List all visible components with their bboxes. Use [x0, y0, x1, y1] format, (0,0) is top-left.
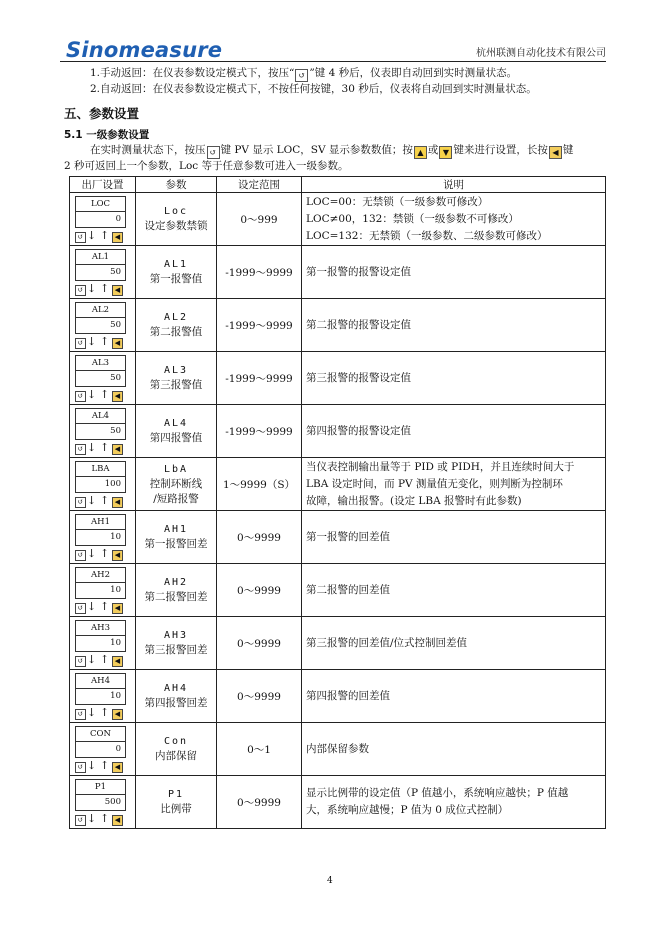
description-cell	[302, 299, 606, 352]
lcd-display	[75, 726, 126, 758]
lcd-display	[75, 196, 126, 228]
parameter-cell	[136, 617, 217, 670]
parameter-cell	[136, 299, 217, 352]
arrow-down-icon: ↓	[87, 759, 97, 772]
description-line: 第三报警的回差值/位式控制回差值	[306, 636, 468, 649]
parameter-code: AH2	[163, 577, 189, 588]
lcd-display	[75, 408, 126, 440]
description-cell	[302, 458, 606, 511]
return-key-icon: ↺	[75, 444, 86, 455]
factory-display-cell	[70, 723, 136, 776]
pv-display: LBA	[76, 463, 125, 477]
parameter-name: 第三报警回差	[144, 644, 208, 656]
left-key-icon: ◀	[112, 656, 123, 667]
description-line: 第一报警的回差值	[306, 530, 390, 543]
description-line: 故障，输出报警。(设定 LBA 报警时有此参数)	[306, 494, 522, 507]
return-key-icon: ↺	[75, 391, 86, 402]
left-key-icon: ◀	[112, 497, 123, 508]
key-sequence	[74, 336, 130, 350]
range-cell: 0～9999	[217, 776, 302, 829]
key-sequence	[74, 707, 130, 721]
parameter-code: P1	[167, 789, 185, 800]
arrow-up-icon: ↑	[100, 494, 110, 507]
intro-line-1: 1.手动返回：在仪表参数设定模式下，按压“ ↺ ”键 4 秒后，仪表即自动回到实时测量状态。	[90, 67, 518, 80]
parameter-cell	[136, 723, 217, 776]
subsection-title: 5.1 一级参数设置	[64, 129, 150, 141]
arrow-up-icon: ↑	[100, 229, 110, 242]
parameter-code: AL3	[163, 365, 189, 376]
description-line: 第二报警的报警设定值	[306, 318, 411, 331]
arrow-up-icon: ↑	[100, 335, 110, 348]
parameter-cell	[136, 405, 217, 458]
parameter-name: 第三报警值	[149, 379, 203, 391]
left-key-icon: ◀	[112, 391, 123, 402]
header-parameter: 参数	[136, 177, 217, 193]
sv-display: 50	[110, 426, 121, 436]
pv-display: AH1	[76, 516, 125, 530]
company-name: 杭州联测自动化技术有限公司	[476, 48, 606, 59]
arrow-up-icon: ↑	[100, 653, 110, 666]
key-sequence	[74, 495, 130, 509]
table-row	[70, 723, 606, 776]
factory-display-cell	[70, 776, 136, 829]
description-line: 大，系统响应越慢；P 值为 0 成位式控制）	[306, 804, 509, 816]
parameter-cell	[136, 511, 217, 564]
sv-display: 10	[110, 585, 121, 595]
parameter-name: 第一报警值	[149, 273, 203, 285]
range-cell: 1～9999（S）	[217, 458, 302, 511]
description-line: 第二报警的回差值	[306, 583, 390, 596]
left-key-icon: ◀	[549, 146, 562, 159]
lcd-display	[75, 779, 126, 811]
parameter-table	[69, 176, 606, 829]
range-cell: -1999～9999	[217, 299, 302, 352]
table-header-row	[70, 177, 606, 193]
left-key-icon: ◀	[112, 338, 123, 349]
arrow-down-icon: ↓	[87, 335, 97, 348]
description-cell	[302, 405, 606, 458]
parameter-name: 第四报警值	[149, 432, 203, 444]
table-row	[70, 405, 606, 458]
return-key-icon: ↺	[295, 69, 308, 82]
left-key-icon: ◀	[112, 550, 123, 561]
parameter-cell	[136, 564, 217, 617]
intro-line-2: 2.自动返回：在仪表参数设定模式下，不按任何按键，30 秒后，仪表将自动回到实时测量状态。	[90, 83, 537, 95]
sv-display: 0	[115, 744, 121, 754]
left-key-icon: ◀	[112, 709, 123, 720]
key-sequence	[74, 548, 130, 562]
left-key-icon: ◀	[112, 762, 123, 773]
pv-display: P1	[76, 781, 125, 795]
arrow-down-icon: ↓	[87, 229, 97, 242]
parameter-name: 第四报警回差	[144, 697, 208, 709]
arrow-down-icon: ↓	[87, 441, 97, 454]
lcd-display	[75, 302, 126, 334]
arrow-down-icon: ↓	[87, 600, 97, 613]
arrow-up-icon: ↑	[100, 282, 110, 295]
parameter-cell	[136, 458, 217, 511]
arrow-down-icon: ↓	[87, 547, 97, 560]
parameter-name: 比例带	[160, 803, 192, 815]
range-cell: 0～999	[217, 193, 302, 246]
arrow-up-icon: ↑	[100, 706, 110, 719]
factory-display-cell	[70, 246, 136, 299]
range-cell: -1999～9999	[217, 405, 302, 458]
left-key-icon: ◀	[112, 232, 123, 243]
description-cell	[302, 723, 606, 776]
sv-display: 500	[104, 797, 121, 807]
up-key-icon: ▲	[414, 146, 427, 159]
return-key-icon: ↺	[75, 232, 86, 243]
table-row	[70, 670, 606, 723]
parameter-code: Loc	[163, 206, 189, 217]
return-key-icon: ↺	[207, 146, 220, 159]
description-cell	[302, 776, 606, 829]
header-rule	[60, 61, 606, 62]
description-line: 第四报警的报警设定值	[306, 424, 411, 437]
factory-display-cell	[70, 193, 136, 246]
return-key-icon: ↺	[75, 550, 86, 561]
parameter-cell	[136, 670, 217, 723]
range-cell: -1999～9999	[217, 246, 302, 299]
description-cell	[302, 193, 606, 246]
lcd-display	[75, 461, 126, 493]
left-key-icon: ◀	[112, 815, 123, 826]
parameter-name: 内部保留	[155, 750, 197, 762]
factory-display-cell	[70, 405, 136, 458]
arrow-down-icon: ↓	[87, 812, 97, 825]
parameter-cell	[136, 352, 217, 405]
parameter-code: AH1	[163, 524, 189, 535]
arrow-down-icon: ↓	[87, 388, 97, 401]
section-title: 五、参数设置	[64, 106, 140, 121]
description-cell	[302, 617, 606, 670]
factory-display-cell	[70, 352, 136, 405]
table-row	[70, 617, 606, 670]
down-key-icon: ▼	[439, 146, 452, 159]
range-cell: -1999～9999	[217, 352, 302, 405]
arrow-up-icon: ↑	[100, 441, 110, 454]
parameter-name-2: /短路报警	[153, 492, 199, 505]
sv-display: 100	[104, 479, 121, 489]
parameter-cell	[136, 776, 217, 829]
range-cell: 0～9999	[217, 564, 302, 617]
body-line-1: 在实时测量状态下，按压 ↺ 键 PV 显示 LOC，SV 显示参数数值；按 ▲ 或 ▼ 键来进行设置，长按 ◀ 键	[90, 144, 574, 157]
table-row	[70, 511, 606, 564]
table-row	[70, 246, 606, 299]
arrow-up-icon: ↑	[100, 388, 110, 401]
table-row	[70, 299, 606, 352]
left-key-icon: ◀	[112, 444, 123, 455]
sv-display: 50	[110, 267, 121, 277]
factory-display-cell	[70, 670, 136, 723]
pv-display: AH4	[76, 675, 125, 689]
table-row	[70, 352, 606, 405]
lcd-display	[75, 249, 126, 281]
parameter-code: LbA	[163, 463, 189, 475]
sv-display: 0	[115, 214, 121, 224]
return-key-icon: ↺	[75, 656, 86, 667]
range-cell: 0～9999	[217, 511, 302, 564]
parameter-code: AL2	[163, 312, 189, 323]
parameter-code: AL1	[163, 259, 189, 270]
arrow-up-icon: ↑	[100, 600, 110, 613]
description-line: 第四报警的回差值	[306, 689, 390, 702]
description-line: 第一报警的报警设定值	[306, 265, 411, 278]
description-line: LBA 设定时间，而 PV 测量值无变化，则判断为控制环	[306, 477, 563, 490]
factory-display-cell	[70, 458, 136, 511]
return-key-icon: ↺	[75, 285, 86, 296]
sinomeasure-logo: Sinomeasure	[66, 38, 223, 62]
factory-display-cell	[70, 617, 136, 670]
pv-display: AH3	[76, 622, 125, 636]
table-row	[70, 776, 606, 829]
description-line: 显示比例带的设定值（P 值越小，系统响应越快；P 值越	[306, 787, 569, 799]
sv-display: 10	[110, 638, 121, 648]
parameter-code: AL4	[163, 418, 189, 429]
parameter-name: 控制环断线	[149, 477, 203, 490]
pv-display: LOC	[76, 198, 125, 212]
key-sequence	[74, 760, 130, 774]
factory-display-cell	[70, 299, 136, 352]
parameter-code: AH3	[163, 630, 189, 641]
sv-display: 50	[110, 373, 121, 383]
lcd-display	[75, 567, 126, 599]
pv-display: AL1	[76, 251, 125, 265]
table-row	[70, 564, 606, 617]
parameter-name: 第一报警回差	[144, 538, 208, 550]
parameter-cell	[136, 246, 217, 299]
pv-display: AH2	[76, 569, 125, 583]
description-line: LOC≠00，132：禁锁（一级参数不可修改）	[306, 212, 519, 225]
factory-display-cell	[70, 564, 136, 617]
description-cell	[302, 246, 606, 299]
key-sequence	[74, 442, 130, 456]
description-line: LOC=00：无禁锁（一级参数可修改）	[306, 195, 489, 208]
return-key-icon: ↺	[75, 338, 86, 349]
return-key-icon: ↺	[75, 709, 86, 720]
parameter-cell	[136, 193, 217, 246]
sv-display: 10	[110, 532, 121, 542]
left-key-icon: ◀	[112, 285, 123, 296]
table-row	[70, 458, 606, 511]
description-cell	[302, 352, 606, 405]
parameter-code: Con	[163, 736, 189, 747]
description-cell	[302, 511, 606, 564]
key-sequence	[74, 654, 130, 668]
lcd-display	[75, 355, 126, 387]
arrow-down-icon: ↓	[87, 494, 97, 507]
description-line: 内部保留参数	[306, 742, 369, 755]
description-line: 第三报警的报警设定值	[306, 371, 411, 384]
sv-display: 50	[110, 320, 121, 330]
header-range: 设定范围	[217, 177, 302, 193]
description-cell	[302, 670, 606, 723]
header-description: 说明	[302, 177, 606, 193]
table-row	[70, 193, 606, 246]
arrow-down-icon: ↓	[87, 282, 97, 295]
key-sequence	[74, 230, 130, 244]
arrow-down-icon: ↓	[87, 706, 97, 719]
lcd-display	[75, 514, 126, 546]
arrow-up-icon: ↑	[100, 547, 110, 560]
return-key-icon: ↺	[75, 762, 86, 773]
arrow-down-icon: ↓	[87, 653, 97, 666]
pv-display: AL2	[76, 304, 125, 318]
left-key-icon: ◀	[112, 603, 123, 614]
key-sequence	[74, 601, 130, 615]
parameter-name: 第二报警回差	[144, 591, 208, 603]
lcd-display	[75, 673, 126, 705]
sv-display: 10	[110, 691, 121, 701]
range-cell: 0～1	[217, 723, 302, 776]
header-factory-setting: 出厂设置	[70, 177, 136, 193]
factory-display-cell	[70, 511, 136, 564]
key-sequence	[74, 813, 130, 827]
pv-display: CON	[76, 728, 125, 742]
parameter-name: 设定参数禁锁	[144, 220, 208, 232]
parameter-name: 第二报警值	[149, 326, 203, 338]
range-cell: 0～9999	[217, 617, 302, 670]
description-line: 当仪表控制输出量等于 PID 或 PIDH，并且连续时间大于	[306, 460, 575, 473]
page-header	[66, 38, 606, 60]
lcd-display	[75, 620, 126, 652]
key-sequence	[74, 389, 130, 403]
arrow-up-icon: ↑	[100, 812, 110, 825]
description-cell	[302, 564, 606, 617]
page-number: 4	[327, 876, 333, 886]
body-line-2: 2 秒可返回上一个参数，Loc 等于任意参数可进入一级参数。	[64, 160, 349, 172]
return-key-icon: ↺	[75, 815, 86, 826]
description-line: LOC=132：无禁锁（一级参数、二级参数可修改）	[306, 229, 548, 242]
arrow-up-icon: ↑	[100, 759, 110, 772]
range-cell: 0～9999	[217, 670, 302, 723]
return-key-icon: ↺	[75, 603, 86, 614]
parameter-code: AH4	[163, 683, 189, 694]
pv-display: AL4	[76, 410, 125, 424]
key-sequence	[74, 283, 130, 297]
pv-display: AL3	[76, 357, 125, 371]
return-key-icon: ↺	[75, 497, 86, 508]
